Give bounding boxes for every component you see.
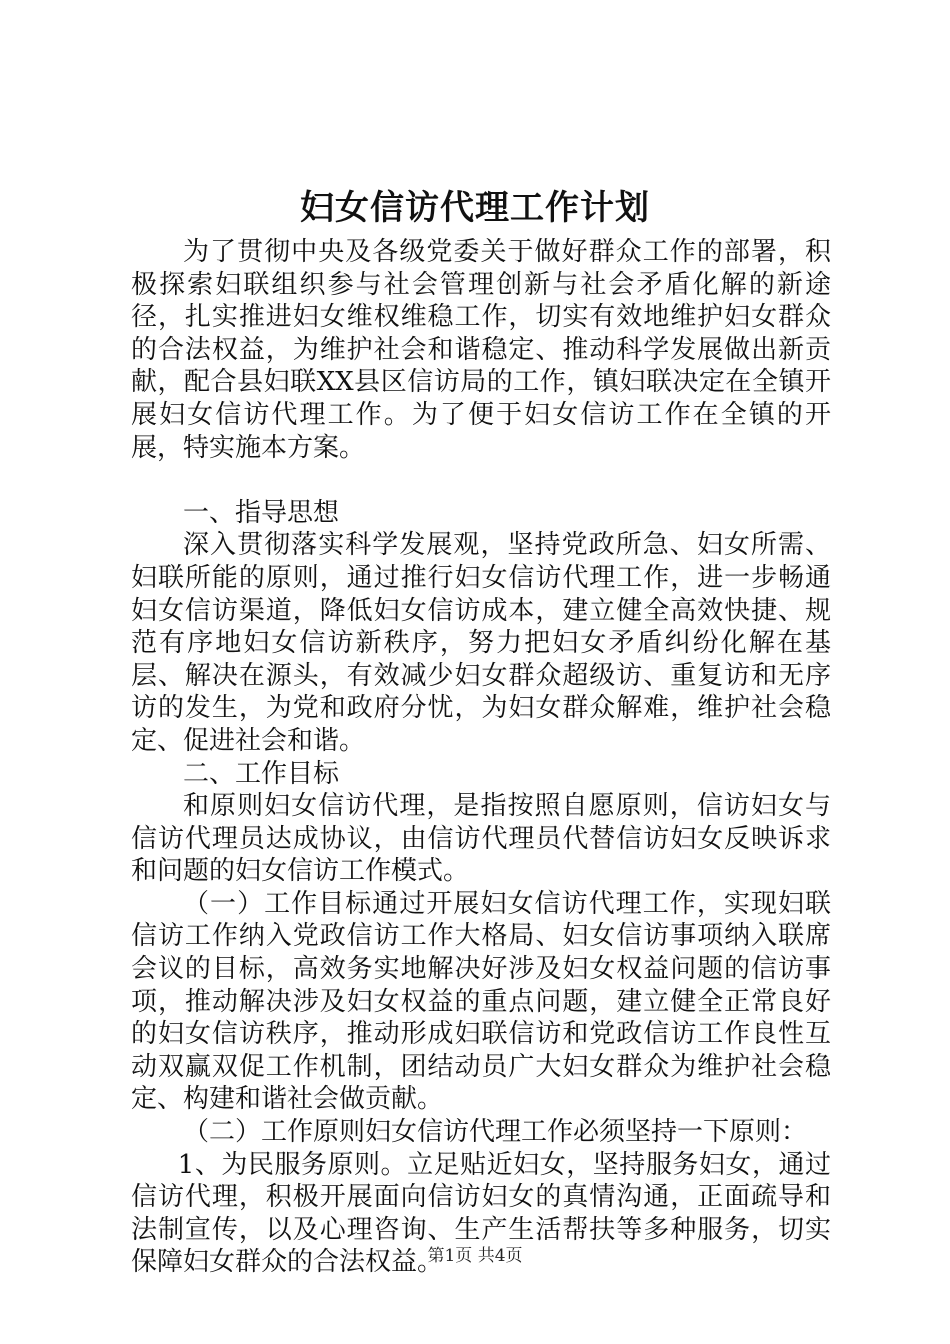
section-heading-guiding-thought: 一、指导思想 (183, 497, 340, 528)
document-body (131, 236, 831, 1279)
work-principles-heading: （二）工作原则妇女信访代理工作必须坚持一下原则： (183, 1117, 808, 1148)
document-title: 妇女信访代理工作计划 (300, 188, 650, 228)
guiding-thought-paragraph: 深入贯彻落实科学发展观，坚持党政所急、妇女所需、妇联所能的原则，通过推行妇女信访代理工作，进一步畅通妇女信访渠道，降低妇女信访成本，建立健全高效快捷、规范有序地妇女信访新秩序，努力把妇女矛盾纠纷化解在基层、解决在源头，有效减少妇女群众超级访、重复访和无序访的发生，为党和政府分忧，为妇女群众解难，维护社会稳定、促进社会和谐。 (131, 530, 831, 756)
intro-paragraph: 为了贯彻中央及各级党委关于做好群众工作的部署，积极探索妇联组织参与社会管理创新与社会矛盾化解的新途径，扎实推进妇女维权维稳工作，切实有效地维护妇女群众的合法权益，为维护社会和谐稳定、推动科学发展做出新贡献，配合县妇联XX县区信访局的工作，镇妇联决定在全镇开展妇女信访代理工作。为了便于妇女信访工作在全镇的开展，特实施本方案。 (131, 237, 831, 463)
work-goals-paragraph: （一）工作目标通过开展妇女信访代理工作，实现妇联信访工作纳入党政信访工作大格局、妇女信访事项纳入联席会议的目标，高效务实地解决好涉及妇女权益问题的信访事项，推动解决涉及妇女权益的重点问题，建立健全正常良好的妇女信访秩序，推动形成妇联信访和党政信访工作良性互动双赢双促工作机制，团结动员广大妇女群众为维护社会稳定、构建和谐社会做贡献。 (131, 888, 831, 1115)
page-number-footer: 第1页 共4页 (427, 1246, 523, 1266)
principle-1-paragraph: 1、为民服务原则。立足贴近妇女，坚持服务妇女，通过信访代理，积极开展面向信访妇女的真情沟通，正面疏导和法制宣传，以及心理咨询、生产生活帮扶等多种服务，切实保障妇女群众的合法权益。 (131, 1149, 831, 1278)
section-heading-work-goals: 二、工作目标 (183, 758, 340, 789)
principle-definition-paragraph: 和原则妇女信访代理，是指按照自愿原则，信访妇女与信访代理员达成协议，由信访代理员代替信访妇女反映诉求和问题的妇女信访工作模式。 (131, 791, 831, 887)
